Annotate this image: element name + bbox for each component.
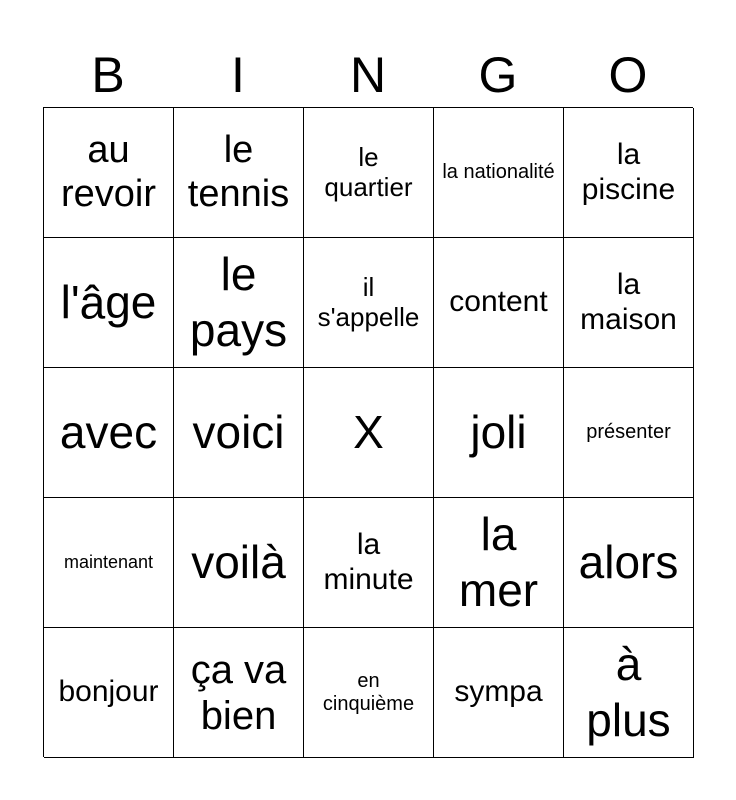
bingo-header — [43, 42, 693, 108]
cell-text: voici — [192, 405, 285, 458]
bingo-cell[interactable] — [434, 108, 564, 238]
header-letter-o: O — [608, 47, 648, 103]
bingo-cell[interactable] — [564, 498, 694, 628]
bingo-cell[interactable] — [44, 238, 174, 368]
bingo-cell[interactable] — [564, 108, 694, 238]
bingo-cell[interactable] — [44, 498, 174, 628]
cell-text: en cinquième — [322, 669, 415, 715]
bingo-cell[interactable] — [174, 238, 304, 368]
cell-text: la mer — [458, 508, 539, 616]
cell-text: présenter — [586, 421, 671, 443]
bingo-cell[interactable] — [304, 108, 434, 238]
bingo-cell[interactable] — [564, 368, 694, 498]
bingo-cell[interactable] — [44, 368, 174, 498]
header-letter-g: G — [478, 47, 518, 103]
header-letter-n: N — [349, 47, 387, 103]
bingo-card-grid — [43, 107, 693, 757]
cell-text: avec — [59, 405, 158, 458]
bingo-cell[interactable] — [174, 628, 304, 758]
bingo-cell[interactable] — [434, 238, 564, 368]
cell-text: le tennis — [187, 128, 290, 215]
cell-text: le pays — [189, 248, 288, 356]
cell-text: au revoir — [60, 128, 157, 215]
cell-text: la piscine — [581, 138, 676, 206]
bingo-cell[interactable] — [564, 238, 694, 368]
cell-text: sympa — [454, 675, 543, 709]
cell-text: le quartier — [324, 141, 413, 202]
bingo-cell[interactable] — [304, 498, 434, 628]
cell-text: maintenant — [63, 552, 154, 573]
cell-text: joli — [470, 405, 527, 458]
cell-text: il s'appelle — [317, 271, 420, 332]
header-letter-i: I — [231, 47, 245, 103]
header-letter-b: B — [91, 47, 125, 103]
cell-text: la minute — [323, 528, 414, 596]
bingo-cell[interactable] — [174, 368, 304, 498]
bingo-cell[interactable] — [304, 628, 434, 758]
bingo-cell[interactable] — [434, 498, 564, 628]
cell-text: content — [449, 285, 548, 319]
cell-text: voilà — [191, 535, 286, 588]
bingo-cell[interactable] — [44, 108, 174, 238]
bingo-cell[interactable] — [174, 498, 304, 628]
bingo-cell[interactable] — [304, 238, 434, 368]
cell-text: la nationalité — [442, 161, 555, 183]
bingo-cell[interactable] — [174, 108, 304, 238]
cell-text: bonjour — [58, 675, 159, 709]
cell-text: la maison — [580, 268, 677, 336]
bingo-cell[interactable] — [564, 628, 694, 758]
bingo-cell[interactable] — [434, 368, 564, 498]
bingo-cell[interactable] — [44, 628, 174, 758]
cell-text: ça va bien — [190, 647, 287, 738]
cell-text: à plus — [586, 638, 671, 746]
cell-text: alors — [578, 535, 679, 588]
cell-text: l'âge — [60, 275, 157, 328]
free-space-cell[interactable] — [304, 368, 434, 498]
cell-text: X — [353, 405, 384, 458]
bingo-cell[interactable] — [434, 628, 564, 758]
